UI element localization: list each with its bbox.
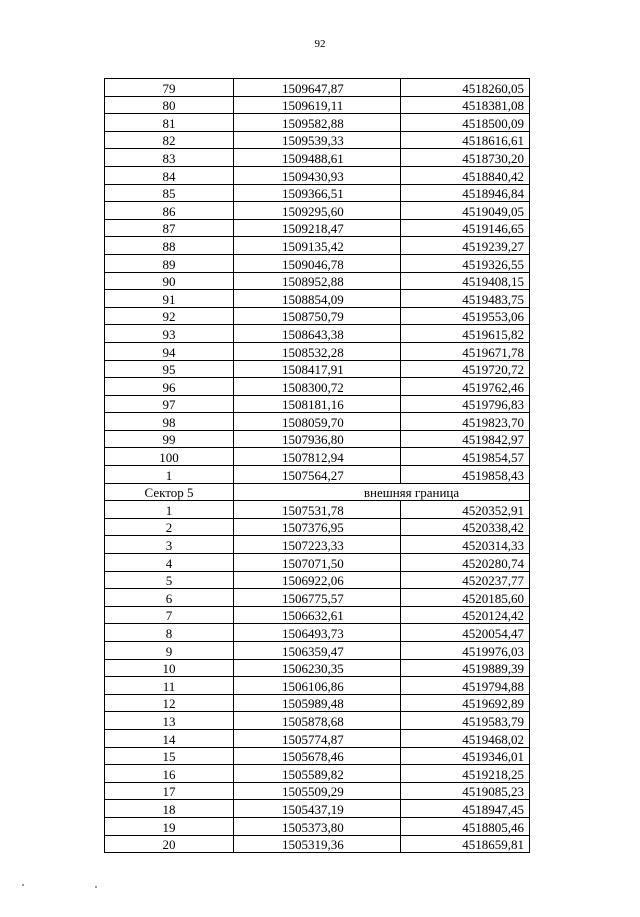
table-row	[105, 342, 530, 360]
x-coordinate: 1509488,61	[234, 149, 401, 167]
table-row	[105, 395, 530, 413]
table-row	[105, 79, 530, 97]
point-number: 96	[105, 378, 234, 396]
x-coordinate: 1505373,80	[234, 817, 401, 835]
table-row	[105, 430, 530, 448]
sector-header	[105, 483, 530, 501]
point-number: 18	[105, 800, 234, 818]
x-coordinate: 1507376,95	[234, 518, 401, 536]
table-row	[105, 184, 530, 202]
table-row	[105, 536, 530, 554]
scan-speck	[95, 886, 97, 888]
sector-subtitle-text: внешняя граница	[363, 485, 460, 501]
point-number: 1	[105, 466, 234, 484]
table-row	[105, 307, 530, 325]
point-number: 99	[105, 430, 234, 448]
x-coordinate: 1508532,28	[234, 342, 401, 360]
x-coordinate: 1508952,88	[234, 272, 401, 290]
point-number: 8	[105, 624, 234, 642]
point-number: 10	[105, 659, 234, 677]
x-coordinate: 1507531,78	[234, 501, 401, 519]
x-coordinate: 1507223,33	[234, 536, 401, 554]
x-coordinate: 1505509,29	[234, 782, 401, 800]
y-coordinate: 4519671,78	[401, 342, 530, 360]
point-number: 88	[105, 237, 234, 255]
y-coordinate: 4519796,83	[401, 395, 530, 413]
y-coordinate: 4518840,42	[401, 166, 530, 184]
point-number: 11	[105, 677, 234, 695]
table-row	[105, 131, 530, 149]
x-coordinate: 1506775,57	[234, 589, 401, 607]
point-number: 80	[105, 96, 234, 114]
x-coordinate: 1506493,73	[234, 624, 401, 642]
table-row	[105, 571, 530, 589]
point-number: 13	[105, 712, 234, 730]
point-number: 97	[105, 395, 234, 413]
table-row	[105, 729, 530, 747]
y-coordinate: 4518730,20	[401, 149, 530, 167]
point-number: 83	[105, 149, 234, 167]
x-coordinate: 1508059,70	[234, 413, 401, 431]
table-row	[105, 694, 530, 712]
x-coordinate: 1509539,33	[234, 131, 401, 149]
point-number: 17	[105, 782, 234, 800]
table-row	[105, 782, 530, 800]
point-number: 79	[105, 79, 234, 97]
y-coordinate: 4519854,57	[401, 448, 530, 466]
point-number: 16	[105, 765, 234, 783]
point-number: 9	[105, 642, 234, 660]
y-coordinate: 4520338,42	[401, 518, 530, 536]
table-row	[105, 466, 530, 484]
y-coordinate: 4519049,05	[401, 202, 530, 220]
table-row	[105, 448, 530, 466]
x-coordinate: 1506632,61	[234, 606, 401, 624]
y-coordinate: 4519615,82	[401, 325, 530, 343]
x-coordinate: 1505878,68	[234, 712, 401, 730]
y-coordinate: 4519692,89	[401, 694, 530, 712]
x-coordinate: 1508417,91	[234, 360, 401, 378]
y-coordinate: 4519239,27	[401, 237, 530, 255]
table-row	[105, 554, 530, 572]
point-number: 85	[105, 184, 234, 202]
y-coordinate: 4519858,43	[401, 466, 530, 484]
y-coordinate: 4519842,97	[401, 430, 530, 448]
table-row	[105, 378, 530, 396]
x-coordinate: 1505774,87	[234, 729, 401, 747]
x-coordinate: 1508750,79	[234, 307, 401, 325]
table-row	[105, 219, 530, 237]
x-coordinate: 1509647,87	[234, 79, 401, 97]
y-coordinate: 4519794,88	[401, 677, 530, 695]
point-number: 4	[105, 554, 234, 572]
x-coordinate: 1509135,42	[234, 237, 401, 255]
sector-title: Сектор 5	[105, 483, 234, 501]
sector-subtitle	[234, 483, 530, 501]
y-coordinate: 4519085,23	[401, 782, 530, 800]
x-coordinate: 1507812,94	[234, 448, 401, 466]
table-row	[105, 325, 530, 343]
y-coordinate: 4520054,47	[401, 624, 530, 642]
point-number: 6	[105, 589, 234, 607]
x-coordinate: 1505678,46	[234, 747, 401, 765]
y-coordinate: 4519553,06	[401, 307, 530, 325]
table-row	[105, 800, 530, 818]
point-number: 86	[105, 202, 234, 220]
table-row	[105, 96, 530, 114]
sector-header-row	[105, 483, 530, 501]
point-number: 91	[105, 290, 234, 308]
x-coordinate: 1508300,72	[234, 378, 401, 396]
y-coordinate: 4518659,81	[401, 835, 530, 853]
x-coordinate: 1507564,27	[234, 466, 401, 484]
point-number: 7	[105, 606, 234, 624]
table-row	[105, 166, 530, 184]
x-coordinate: 1505989,48	[234, 694, 401, 712]
x-coordinate: 1509366,51	[234, 184, 401, 202]
table-row	[105, 642, 530, 660]
section1-rows	[105, 79, 530, 484]
y-coordinate: 4520352,91	[401, 501, 530, 519]
y-coordinate: 4519346,01	[401, 747, 530, 765]
y-coordinate: 4519720,72	[401, 360, 530, 378]
x-coordinate: 1506230,35	[234, 659, 401, 677]
x-coordinate: 1505437,19	[234, 800, 401, 818]
x-coordinate: 1505589,82	[234, 765, 401, 783]
y-coordinate: 4520185,60	[401, 589, 530, 607]
point-number: 3	[105, 536, 234, 554]
x-coordinate: 1506359,47	[234, 642, 401, 660]
point-number: 95	[105, 360, 234, 378]
x-coordinate: 1507936,80	[234, 430, 401, 448]
y-coordinate: 4519483,75	[401, 290, 530, 308]
y-coordinate: 4519326,55	[401, 254, 530, 272]
table-row	[105, 290, 530, 308]
x-coordinate: 1509430,93	[234, 166, 401, 184]
table-row	[105, 149, 530, 167]
table-row	[105, 413, 530, 431]
point-number: 81	[105, 114, 234, 132]
x-coordinate: 1509046,78	[234, 254, 401, 272]
table-row	[105, 624, 530, 642]
y-coordinate: 4520280,74	[401, 554, 530, 572]
table-row	[105, 765, 530, 783]
x-coordinate: 1507071,50	[234, 554, 401, 572]
coordinates-table	[104, 78, 530, 853]
point-number: 94	[105, 342, 234, 360]
table-row	[105, 518, 530, 536]
x-coordinate: 1506922,06	[234, 571, 401, 589]
point-number: 19	[105, 817, 234, 835]
y-coordinate: 4518260,05	[401, 79, 530, 97]
point-number: 20	[105, 835, 234, 853]
table-row	[105, 202, 530, 220]
y-coordinate: 4519823,70	[401, 413, 530, 431]
point-number: 90	[105, 272, 234, 290]
table-row	[105, 501, 530, 519]
x-coordinate: 1509295,60	[234, 202, 401, 220]
y-coordinate: 4519889,39	[401, 659, 530, 677]
y-coordinate: 4518946,84	[401, 184, 530, 202]
y-coordinate: 4518500,09	[401, 114, 530, 132]
x-coordinate: 1505319,36	[234, 835, 401, 853]
table-row	[105, 835, 530, 853]
table-row	[105, 659, 530, 677]
table-row	[105, 360, 530, 378]
section2-rows	[105, 501, 530, 853]
page-number: 92	[314, 38, 326, 50]
table-row	[105, 817, 530, 835]
y-coordinate: 4518947,45	[401, 800, 530, 818]
table-row	[105, 712, 530, 730]
y-coordinate: 4519468,02	[401, 729, 530, 747]
point-number: 15	[105, 747, 234, 765]
y-coordinate: 4519218,25	[401, 765, 530, 783]
point-number: 84	[105, 166, 234, 184]
x-coordinate: 1509619,11	[234, 96, 401, 114]
table-row	[105, 606, 530, 624]
y-coordinate: 4519976,03	[401, 642, 530, 660]
point-number: 2	[105, 518, 234, 536]
x-coordinate: 1508643,38	[234, 325, 401, 343]
point-number: 93	[105, 325, 234, 343]
point-number: 89	[105, 254, 234, 272]
y-coordinate: 4520124,42	[401, 606, 530, 624]
point-number: 1	[105, 501, 234, 519]
point-number: 12	[105, 694, 234, 712]
x-coordinate: 1508854,09	[234, 290, 401, 308]
x-coordinate: 1509218,47	[234, 219, 401, 237]
x-coordinate: 1506106,86	[234, 677, 401, 695]
x-coordinate: 1509582,88	[234, 114, 401, 132]
table-row	[105, 237, 530, 255]
x-coordinate: 1508181,16	[234, 395, 401, 413]
y-coordinate: 4518381,08	[401, 96, 530, 114]
table-row	[105, 677, 530, 695]
table-row	[105, 254, 530, 272]
table-row	[105, 114, 530, 132]
table-row	[105, 272, 530, 290]
table-row	[105, 747, 530, 765]
point-number: 5	[105, 571, 234, 589]
scan-speck	[22, 884, 24, 886]
y-coordinate: 4520314,33	[401, 536, 530, 554]
table-row	[105, 589, 530, 607]
y-coordinate: 4519583,79	[401, 712, 530, 730]
y-coordinate: 4519762,46	[401, 378, 530, 396]
y-coordinate: 4519146,65	[401, 219, 530, 237]
point-number: 82	[105, 131, 234, 149]
point-number: 87	[105, 219, 234, 237]
point-number: 100	[105, 448, 234, 466]
y-coordinate: 4518805,46	[401, 817, 530, 835]
point-number: 92	[105, 307, 234, 325]
y-coordinate: 4518616,61	[401, 131, 530, 149]
point-number: 98	[105, 413, 234, 431]
y-coordinate: 4519408,15	[401, 272, 530, 290]
point-number: 14	[105, 729, 234, 747]
y-coordinate: 4520237,77	[401, 571, 530, 589]
